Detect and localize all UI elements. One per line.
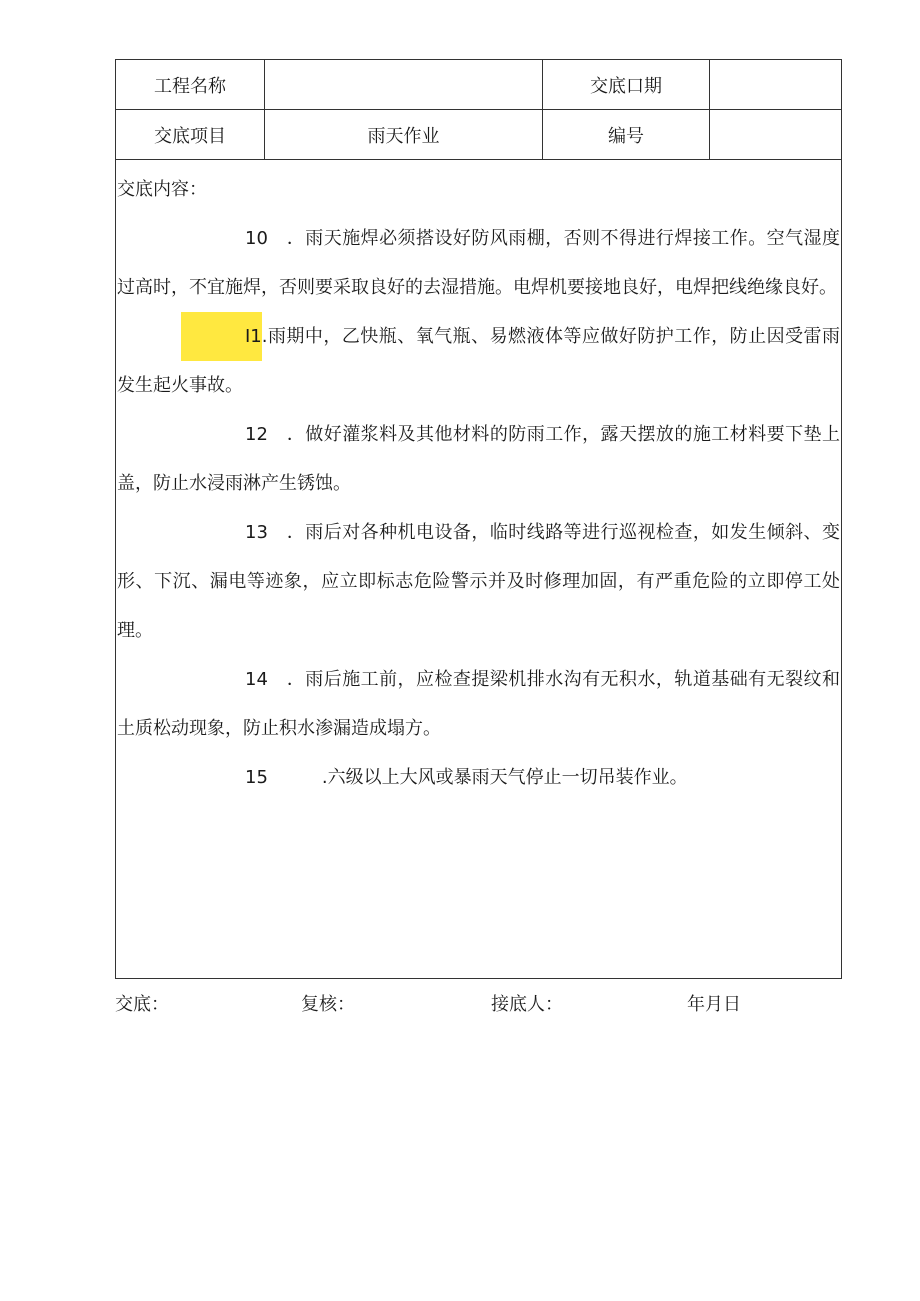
form-row-1 — [116, 60, 841, 110]
handover-signature-label: 交底： — [115, 994, 169, 1015]
handover-date-label: 交底口期 — [543, 60, 710, 109]
form-row-2 — [116, 110, 841, 160]
item-text: 做好灌浆料及其他材料的防雨工作，露天摆放的施工材料要下垫上盖，防止水浸雨淋产生锈蚀。 — [117, 424, 841, 494]
item-separator: ． — [267, 669, 306, 690]
date-label: 年月日 — [687, 994, 741, 1015]
item-text: 雨期中，乙快瓶、氧气瓶、易燃液体等应做好防护工作，防止因受雷雨发生起火事故。 — [117, 326, 840, 396]
number-value[interactable] — [710, 110, 841, 159]
number-label: 编号 — [543, 110, 710, 159]
content-title: 交底内容： — [117, 179, 207, 200]
handover-item-label: 交底项目 — [116, 110, 265, 159]
project-name-value[interactable] — [265, 60, 543, 109]
handover-item-value: 雨天作业 — [265, 110, 543, 159]
project-name-label: 工程名称 — [116, 60, 265, 109]
item-separator: . — [261, 326, 268, 347]
item-separator: ． — [267, 424, 306, 445]
content-item — [116, 214, 841, 312]
handover-content — [116, 160, 841, 978]
item-separator: . — [267, 767, 328, 788]
content-item — [116, 753, 841, 802]
review-signature-label: 复核： — [301, 994, 355, 1015]
item-separator: ． — [267, 228, 306, 249]
content-item — [116, 312, 841, 410]
item-number: 14 — [245, 669, 268, 690]
item-separator: ． — [267, 522, 306, 543]
receiver-signature-label: 接底人： — [491, 994, 563, 1015]
item-number: 13 — [245, 522, 268, 543]
item-number: 12 — [245, 424, 268, 445]
item-text: 六级以上大风或暴雨天气停止一切吊装作业。 — [327, 767, 688, 788]
item-number: 10 — [245, 228, 268, 249]
content-item — [116, 655, 841, 753]
handover-date-value[interactable] — [710, 60, 841, 109]
content-item — [116, 410, 841, 508]
signature-footer — [115, 990, 842, 1020]
item-text: 雨后施工前，应检查提梁机排水沟有无积水，轨道基础有无裂纹和土质松动现象，防止积水渗漏造成塌方。 — [117, 669, 841, 739]
handover-form — [115, 59, 842, 979]
content-item — [116, 508, 841, 655]
item-text: 雨后对各种机电设备，临时线路等进行巡视检查，如发生倾斜、变形、下沉、漏电等迹象，应立即标志危险警示并及时修理加固，有严重危险的立即停工处理。 — [117, 522, 841, 641]
item-number: 15 — [245, 767, 268, 788]
item-text: 雨天施焊必须搭设好防风雨棚，否则不得进行焊接工作。空气湿度过高时，不宜施焊，否则要采取良好的去湿措施。电焊机要接地良好，电焊把线绝缘良好。 — [117, 228, 841, 298]
item-number-highlighted: I1 — [181, 312, 262, 361]
